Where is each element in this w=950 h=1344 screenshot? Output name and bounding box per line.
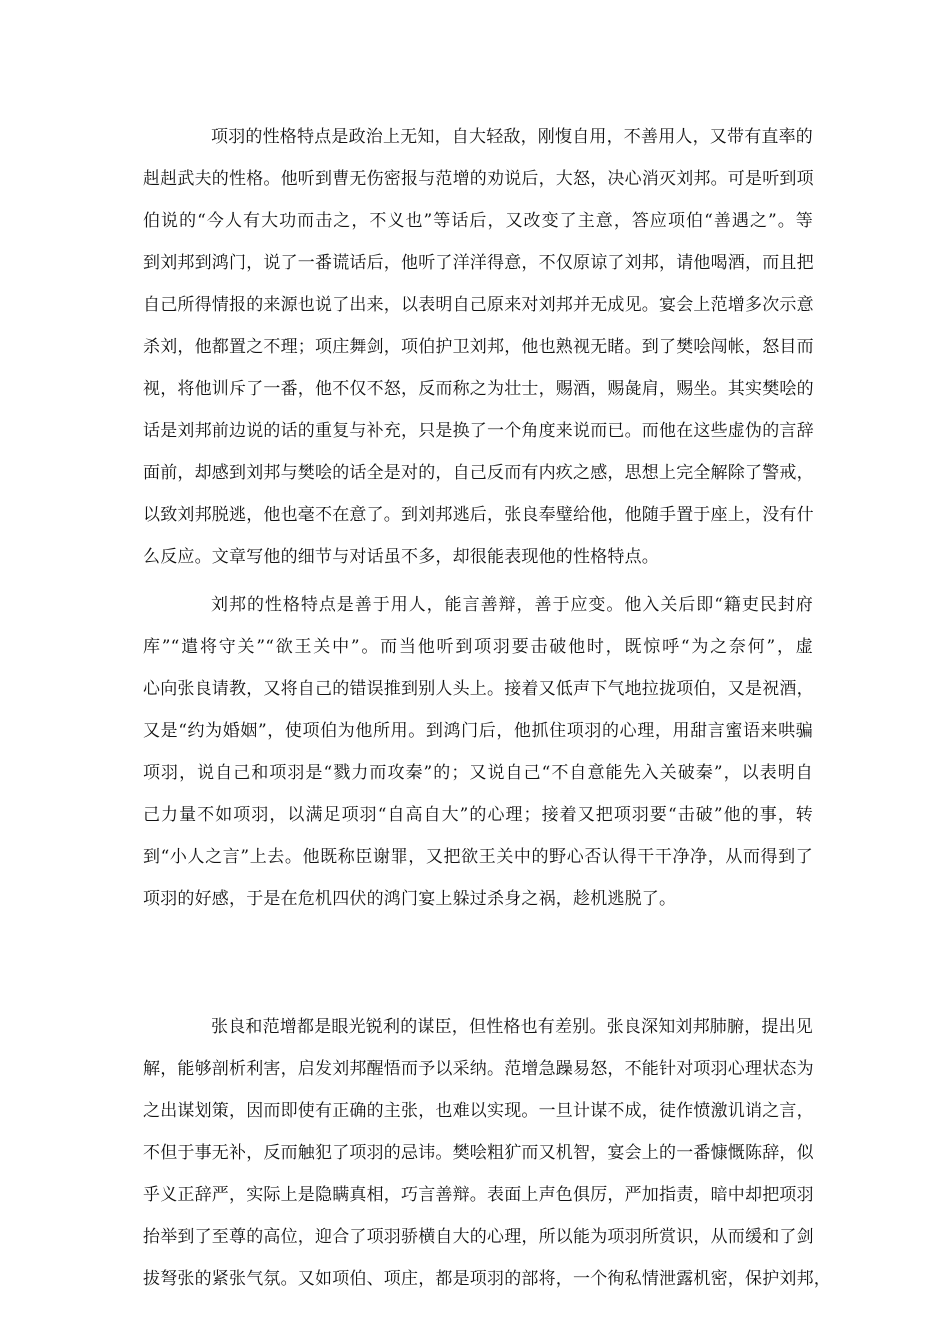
paragraph-line: 视，将他训斥了一番，他不仅不怒，反而称之为壮士，赐酒，赐彘肩，赐坐。其实樊哙的 [143,379,814,399]
paragraph-xiang-yu [143,116,813,578]
paragraph-line: 张良和范增都是眼光锐利的谋臣，但性格也有差别。张良深知刘邦肺腑，提出见 [211,1017,813,1037]
paragraph-line: 么反应。文章写他的细节与对话虽不多，却很能表现他的性格特点。 [143,547,659,567]
paragraph-line: 伯说的“今人有大功而击之，不义也”等话后，又改变了主意，答应项伯“善遇之”。等 [143,211,813,231]
paragraph-line: 心向张良请教，又将自己的错误推到别人头上。接着又低声下气地拉拢项伯，又是祝酒， [143,679,814,699]
paragraph-line: 之出谋划策，因而即使有正确的主张，也难以实现。一旦计谋不成，徒作愤激讥诮之言， [143,1101,814,1121]
paragraph-line: 到“小人之言”上去。他既称臣谢罪，又把欲王关中的野心否认得干干净净，从而得到了 [143,847,813,867]
paragraph-line: 话是刘邦前边说的话的重复与补充，只是换了一个角度来说而已。而他在这些虚伪的言辞 [143,421,814,441]
paragraph-line: 以致刘邦脱逃，他也毫不在意了。到刘邦逃后，张良奉璧给他，他随手置于座上，没有什 [143,505,814,525]
paragraph-line: 解，能够剖析利害，启发刘邦醒悟而予以采纳。范增急躁易怒，不能针对项羽心理状态为 [143,1059,814,1079]
paragraph-line: 项羽的性格特点是政治上无知，自大轻敌，刚愎自用，不善用人，又带有直率的 [211,127,813,147]
paragraph-line: 到刘邦到鸿门，说了一番谎话后，他听了洋洋得意，不仅原谅了刘邦，请他喝酒，而且把 [143,253,814,273]
paragraph-line: 拔弩张的紧张气氛。又如项伯、项庄，都是项羽的部将，一个徇私情泄露机密，保护刘邦， [143,1269,831,1289]
paragraph-liu-bang [143,584,813,920]
paragraph-line: 库”“遣将守关”“欲王关中”。而当他听到项羽要击破他时，既惊呼“为之奈何”，虚 [143,637,813,657]
paragraph-line: 乎义正辞严，实际上是隐瞒真相，巧言善辩。表面上声色俱厉，严加指责，暗中却把项羽 [143,1185,814,1205]
paragraph-line: 自己所得情报的来源也说了出来，以表明自己原来对刘邦并无成见。宴会上范增多次示意 [143,295,814,315]
paragraph-line: 面前，却感到刘邦与樊哙的话全是对的，自己反而有内疚之感，思想上完全解除了警戒， [143,463,814,483]
paragraph-line: 抬举到了至尊的高位，迎合了项羽骄横自大的心理，所以能为项羽所赏识，从而缓和了剑 [143,1227,814,1247]
paragraph-line: 刘邦的性格特点是善于用人，能言善辩，善于应变。他入关后即“籍吏民封府 [211,595,813,615]
paragraph-line: 杀刘，他都置之不理；项庄舞剑，项伯护卫刘邦，他也熟视无睹。到了樊哙闯帐，怒目而 [143,337,814,357]
paragraph-line: 己力量不如项羽，以满足项羽“自高自大”的心理；接着又把项羽要“击破”他的事，转 [143,805,813,825]
paragraph-line: 项羽，说自己和项羽是“戮力而攻秦”的；又说自己“不自意能先入关破秦”，以表明自 [143,763,813,783]
paragraph-line: 又是“约为婚姻”，使项伯为他所用。到鸿门后，他抓住项羽的心理，用甜言蜜语来哄骗 [143,721,813,741]
paragraph-line: 赳赳武夫的性格。他听到曹无伤密报与范增的劝说后，大怒，决心消灭刘邦。可是听到项 [143,169,814,189]
paragraph-zhang-liang-fan-zeng [143,1006,831,1300]
paragraph-line: 项羽的好感，于是在危机四伏的鸿门宴上躲过杀身之祸，趁机逃脱了。 [143,889,677,909]
paragraph-line: 不但于事无补，反而触犯了项羽的忌讳。樊哙粗犷而又机智，宴会上的一番慷慨陈辞，似 [143,1143,814,1163]
